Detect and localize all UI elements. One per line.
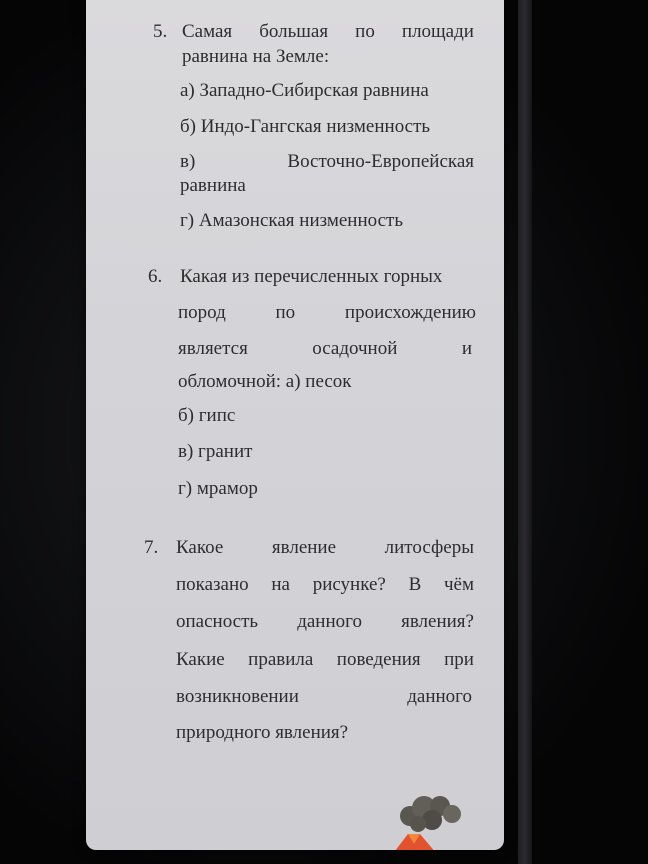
word: рисунке? [312,574,386,595]
question-number: 6. [148,266,163,287]
word: происхождению [344,302,476,323]
word: осадочной [312,338,398,359]
word: при [444,649,474,670]
question-stem-line: равнина на Земле: [182,46,330,67]
word: пород [178,302,226,323]
word: является [178,338,248,359]
phone-edge [518,0,532,864]
question-stem-line [176,611,474,633]
word: поведения [336,649,421,670]
word: Какое [176,537,224,558]
question-stem-line: природного явления? [176,722,349,743]
word: явление [271,537,337,558]
word: литосферы [384,537,474,558]
word: по [275,302,296,323]
answer-option-b: б) гипс [178,405,236,426]
word: Какие [176,649,225,670]
word: данного [407,686,472,707]
answer-option-d: г) мрамор [178,478,258,499]
word: опасность [176,611,259,632]
word: данного [297,611,362,632]
word: и [461,338,472,359]
answer-option-b: б) Индо-Гангская низменность [180,116,431,137]
word: правила [248,649,314,670]
word: явления? [401,611,474,632]
question-stem-line [178,302,476,324]
question-stem-line [178,338,472,360]
question-stem-line [176,574,474,596]
answer-option-c: в) гранит [178,441,253,462]
question-stem-line [176,649,474,671]
word: Самая [182,21,233,42]
answer-option-c [180,151,474,173]
word: В [408,574,422,595]
worksheet-page [86,0,504,850]
question-stem-line: обломочной: а) песок [178,371,352,392]
word: большая [259,21,329,42]
volcano-icon [380,790,480,850]
answer-option-a: а) Западно-Сибирская равнина [180,80,429,101]
answer-option-c-continued: равнина [180,175,246,196]
word: показано [176,574,249,595]
question-stem: Какая из перечисленных горных [180,266,443,287]
word: возникновении [176,686,299,707]
word: площади [401,21,474,42]
question-stem [182,21,474,43]
word: чём [443,574,474,595]
option-letter: в) [180,151,196,172]
smoke-cloud [400,796,461,832]
word: по [355,21,375,42]
word: на [271,574,290,595]
question-number: 7. [144,537,159,558]
question-number: 5. [153,21,168,42]
option-text: Восточно-Европейская [287,151,474,172]
answer-option-d: г) Амазонская низменность [180,210,404,231]
question-stem-line [176,537,474,559]
question-stem-line [176,686,472,708]
